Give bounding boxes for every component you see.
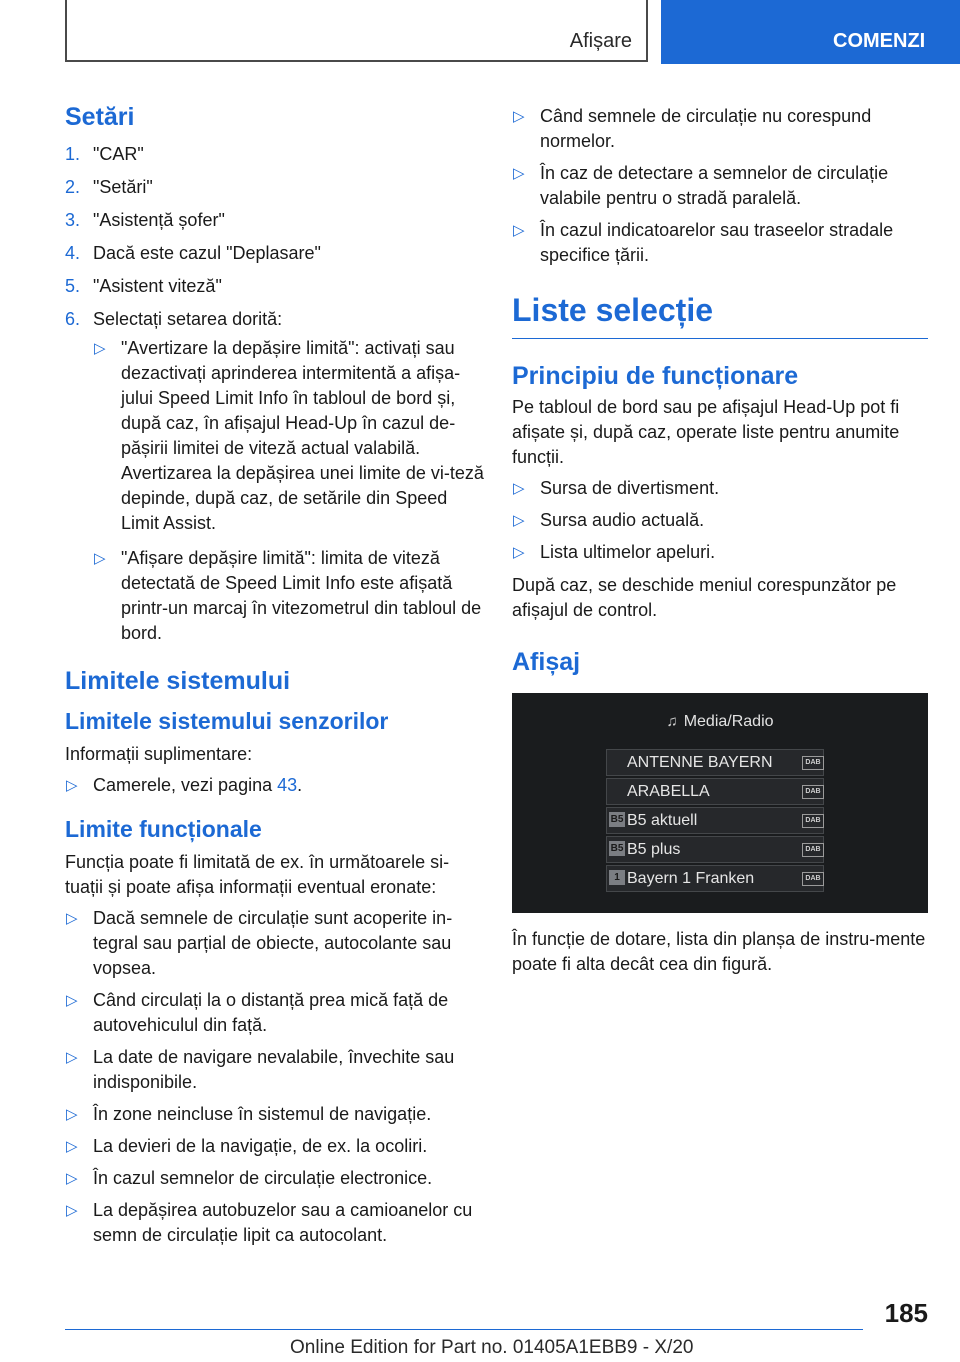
triangle-bullet-icon: ▷ <box>66 910 78 927</box>
step-number: 6. <box>65 309 81 329</box>
dab-badge: DAB <box>802 814 824 828</box>
step-number: 5. <box>65 276 81 296</box>
selection-lists-examples <box>512 476 928 565</box>
list-item: ▷ Camerele, vezi pagina 43. <box>65 773 485 798</box>
step-text: Dacă este cazul "Deplasare" <box>93 243 321 263</box>
station-list <box>606 749 824 894</box>
media-radio-icon: ♫ <box>666 713 678 730</box>
edition-note: Online Edition for Part no. 01405A1EBB9 - X/20 <box>290 1337 694 1358</box>
triangle-bullet-icon: ▷ <box>513 512 525 529</box>
sensor-limits-list <box>65 773 485 798</box>
station-row: ANTENNE BAYERN DAB <box>606 749 824 776</box>
list-item: ▷ La depășirea autobuzelor sau a camioanelor cu semn de circulație lipit ca autocolant. <box>66 1200 473 1245</box>
list-item: ▷ La date de navigare nevalabile, învechite sau indisponibile. <box>66 1047 455 1092</box>
step-item <box>65 274 485 299</box>
list-item: ▷ La devieri de la navigație, de ex. la ocoliri. <box>65 1134 485 1159</box>
settings-heading: Setări <box>65 103 135 131</box>
step-text: Selectați setarea dorită: <box>93 309 283 329</box>
step-item <box>65 142 485 167</box>
info-label: Informații suplimentare: <box>65 744 253 764</box>
header-chapter-tab[interactable] <box>661 0 960 64</box>
footer-divider <box>65 1329 863 1330</box>
step-text: "CAR" <box>93 144 144 164</box>
figure-title: ♫ Media/Radio <box>666 713 774 730</box>
list-item: ▷ Lista ultimelor apeluri. <box>512 540 928 565</box>
page-number: 185 <box>884 1298 928 1328</box>
list-item: ▷ În zone neincluse în sistemul de navigație. <box>65 1102 485 1127</box>
step-text: "Asistență șofer" <box>93 210 225 230</box>
triangle-bullet-icon: ▷ <box>66 777 78 794</box>
triangle-bullet-icon: ▷ <box>94 340 106 357</box>
settings-steps <box>65 142 485 646</box>
step-text: "Asistent viteză" <box>93 276 222 296</box>
step-item <box>65 307 485 646</box>
station-row: 1 Bayern 1 Franken DAB <box>606 865 824 892</box>
step6-options <box>93 336 485 646</box>
step-item <box>65 241 485 266</box>
media-radio-figure <box>512 693 928 913</box>
system-limits-heading: Limitele sistemului <box>65 667 291 695</box>
continued-limits-list <box>512 104 928 268</box>
dab-badge: DAB <box>802 843 824 857</box>
station-logo-icon: B5 <box>610 814 624 825</box>
triangle-bullet-icon: ▷ <box>513 480 525 497</box>
triangle-bullet-icon: ▷ <box>513 165 525 182</box>
triangle-bullet-icon: ▷ <box>66 1049 78 1066</box>
header-section-label: Afișare <box>569 30 632 52</box>
step-number: 2. <box>65 177 81 197</box>
list-item: ▷ Dacă semnele de circulație sunt acoperite in-tegral sau parțial de obiecte, autocolante sau vopsea. <box>66 908 453 978</box>
step-number: 3. <box>65 210 81 230</box>
list-item: ▷ "Avertizare la depășire limită": activați sau dezactivați aprinderea intermitentă a afișa-jului Speed Limit Info în tabloul de bord și, după caz, în afișajul Head-Up în cazul de-pășirii limitei de viteză actual valabilă. Avertizarea la depășirea unei limite de vi-teză depinde, după caz, de setările din Speed Limit Assist. <box>94 338 484 533</box>
sensor-limits-heading: Limitele sistemului senzorilor <box>65 708 389 734</box>
triangle-bullet-icon: ▷ <box>66 992 78 1009</box>
dab-badge: DAB <box>802 785 824 799</box>
station-logo-icon: 1 <box>609 870 625 885</box>
triangle-bullet-icon: ▷ <box>66 1138 78 1155</box>
left-column <box>65 100 485 1256</box>
right-column <box>512 100 928 983</box>
step-number: 4. <box>65 243 81 263</box>
display-heading: Afișaj <box>512 648 581 676</box>
functional-limits-intro: Funcția poate fi limitată de ex. în următoarele si-tuații și poate afișa informații eventual eronate: <box>65 852 450 897</box>
list-item: ▷ Sursa audio actuală. <box>512 508 928 533</box>
list-item: ▷ "Afișare depășire limită": limita de viteză detectată de Speed Limit Info este afișată printr-un marcaj în vitezometrul din tabloul de bord. <box>94 548 482 643</box>
dab-badge: DAB <box>802 756 824 770</box>
triangle-bullet-icon: ▷ <box>94 550 106 567</box>
triangle-bullet-icon: ▷ <box>513 222 525 239</box>
principle-text: Pe tabloul de bord sau pe afișajul Head-Up pot fi afișate și, după caz, operate liste pentru anumite funcții. <box>512 397 900 467</box>
selection-lists-heading: Liste selecție <box>512 288 928 339</box>
step-number: 1. <box>65 144 81 164</box>
triangle-bullet-icon: ▷ <box>66 1170 78 1187</box>
triangle-bullet-icon: ▷ <box>513 108 525 125</box>
header-chapter-label: COMENZI <box>833 30 926 52</box>
triangle-bullet-icon: ▷ <box>513 544 525 561</box>
step-item <box>65 175 485 200</box>
station-row: B5 B5 aktuell DAB <box>606 807 824 834</box>
step-text: "Setări" <box>93 177 153 197</box>
list-item: ▷ Sursa de divertisment. <box>512 476 928 501</box>
list-item: ▷ Când circulați la o distanță prea mică față de autovehiculul din față. <box>66 990 449 1035</box>
list-item: ▷ În caz de detectare a semnelor de circulație valabile pentru o stradă paralelă. <box>513 163 889 208</box>
list-item: ▷ Când semnele de circulație nu corespund normelor. <box>513 106 872 151</box>
step-item <box>65 208 485 233</box>
figure-caption: În funcție de dotare, lista din planșa de instru-mente poate fi alta decât cea din figură. <box>512 929 926 974</box>
triangle-bullet-icon: ▷ <box>66 1106 78 1123</box>
list-item: ▷ În cazul indicatoarelor sau traseelor stradale specifice țării. <box>513 220 894 265</box>
triangle-bullet-icon: ▷ <box>66 1202 78 1219</box>
station-logo-icon: B5 <box>610 843 624 854</box>
dab-badge: DAB <box>802 872 824 886</box>
functional-limits-heading: Limite funcționale <box>65 816 262 842</box>
list-item: ▷ În cazul semnelor de circulație electronice. <box>65 1166 485 1191</box>
functional-limits-list <box>65 906 485 1248</box>
station-row: B5 B5 plus DAB <box>606 836 824 863</box>
header-section-box <box>65 0 648 62</box>
menu-text: După caz, se deschide meniul corespunzător pe afișajul de control. <box>512 575 897 620</box>
station-row: ARABELLA DAB <box>606 778 824 805</box>
page-link[interactable]: 43 <box>277 775 298 795</box>
principle-heading: Principiu de funcționare <box>512 362 799 390</box>
